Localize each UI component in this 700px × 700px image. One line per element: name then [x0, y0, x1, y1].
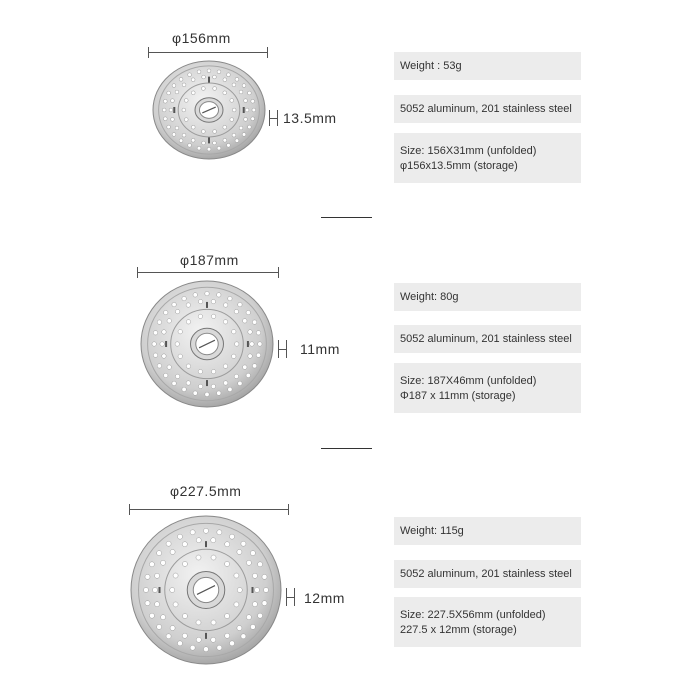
weight-spec	[394, 283, 581, 311]
diameter-label: φ187mm	[180, 252, 239, 268]
size-unfolded-text: Size: 187X46mm (unfolded)	[400, 375, 537, 387]
height-label: 11mm	[300, 341, 340, 357]
size-unfolded-text: Size: 156X31mm (unfolded)	[400, 145, 537, 157]
size-storage-text: 227.5 x 12mm (storage)	[400, 624, 517, 636]
divider	[321, 448, 372, 449]
size-storage-text: Φ187 x 11mm (storage)	[400, 390, 516, 402]
material-text: 5052 aluminum, 201 stainless steel	[400, 333, 572, 345]
diameter-label: φ227.5mm	[170, 483, 242, 499]
material-text: 5052 aluminum, 201 stainless steel	[400, 103, 572, 115]
steamer-disc-image	[152, 60, 266, 160]
diameter-label: φ156mm	[172, 30, 231, 46]
height-marker	[269, 110, 277, 126]
size-storage-text: φ156x13.5mm (storage)	[400, 160, 518, 172]
height-marker	[278, 340, 286, 358]
weight-text: Weight : 53g	[400, 60, 462, 72]
weight-spec	[394, 52, 581, 80]
weight-text: Weight: 115g	[400, 525, 464, 537]
material-spec	[394, 560, 581, 588]
size-unfolded-text: Size: 227.5X56mm (unfolded)	[400, 609, 546, 621]
material-text: 5052 aluminum, 201 stainless steel	[400, 568, 572, 580]
height-label: 13.5mm	[283, 110, 337, 126]
steamer-disc-image	[130, 515, 282, 665]
material-spec	[394, 95, 581, 123]
diameter-dimension-line	[148, 52, 268, 53]
weight-text: Weight: 80g	[400, 291, 459, 303]
weight-spec	[394, 517, 581, 545]
divider	[321, 217, 372, 218]
diameter-dimension-line	[137, 272, 279, 273]
height-marker	[286, 588, 294, 606]
height-label: 12mm	[304, 590, 345, 606]
size-spec	[394, 597, 581, 647]
steamer-disc-image	[140, 280, 274, 408]
diameter-dimension-line	[129, 509, 289, 510]
material-spec	[394, 325, 581, 353]
size-spec	[394, 133, 581, 183]
size-spec	[394, 363, 581, 413]
